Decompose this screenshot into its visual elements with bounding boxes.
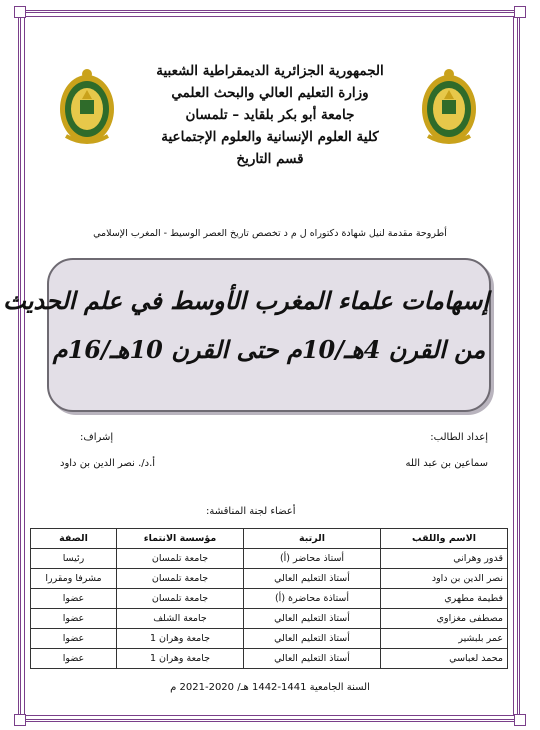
member-role: عضوا xyxy=(31,609,117,629)
frame-corner xyxy=(514,714,526,726)
university-emblem-icon xyxy=(56,66,118,148)
member-rank: أستاذة محاضرة (أ) xyxy=(244,589,381,609)
student-name: سماعين بن عبد الله xyxy=(405,458,488,469)
member-role: رئيسا xyxy=(31,549,117,569)
member-role: عضوا xyxy=(31,629,117,649)
supervisor-label: إشراف: xyxy=(80,432,114,443)
table-row xyxy=(31,549,508,569)
member-institution: جامعة الشلف xyxy=(117,609,244,629)
member-rank: أستاذ التعليم العالي xyxy=(244,649,381,669)
member-institution: جامعة وهران 1 xyxy=(117,649,244,669)
member-institution: جامعة تلمسان xyxy=(117,589,244,609)
university-emblem-icon xyxy=(418,66,480,148)
thesis-subtitle: أطروحة مقدمة لنيل شهادة دكتوراه ل م د تخصص تاريخ العصر الوسيط - المغرب الإسلامي xyxy=(93,228,447,239)
frame-corner xyxy=(14,714,26,726)
table-row xyxy=(31,629,508,649)
member-institution: جامعة وهران 1 xyxy=(117,629,244,649)
member-role: مشرفا ومقررا xyxy=(31,569,117,589)
institution-header xyxy=(130,60,410,170)
frame-corner xyxy=(14,6,26,18)
supervisor-name: أ.د/. نصر الدين بن داود xyxy=(60,458,156,469)
thesis-title-line: إسهامات علماء المغرب الأوسط في علم الحديث xyxy=(3,286,489,315)
column-header: مؤسسة الانتماء xyxy=(117,529,244,549)
member-institution: جامعة تلمسان xyxy=(117,549,244,569)
member-name: نصر الدين بن داود xyxy=(381,569,508,589)
thesis-title-box xyxy=(3,258,491,412)
header-line: كلية العلوم الإنسانية والعلوم الإجتماعية xyxy=(161,129,379,145)
table-header-row xyxy=(31,529,508,549)
frame-corner xyxy=(514,6,526,18)
member-role: عضوا xyxy=(31,649,117,669)
member-rank: أستاذ التعليم العالي xyxy=(244,569,381,589)
member-name: فطيمة مطهري xyxy=(381,589,508,609)
column-header: الرتبة xyxy=(244,529,381,549)
member-name: قدور وهراني xyxy=(381,549,508,569)
member-name: محمد لعباسي xyxy=(381,649,508,669)
member-rank: أستاذ محاضر (أ) xyxy=(244,549,381,569)
member-rank: أستاذ التعليم العالي xyxy=(244,629,381,649)
academic-year: السنة الجامعية 1441-1442 هـ/ 2020-2021 م xyxy=(170,682,370,693)
thesis-title-line: من القرن 4هـ/10م حتى القرن 10هـ/16م xyxy=(52,335,486,364)
member-name: عمر بلبشير xyxy=(381,629,508,649)
table-row xyxy=(31,569,508,589)
committee-caption: أعضاء لجنة المناقشة: xyxy=(206,506,296,517)
table-row xyxy=(31,649,508,669)
header-line: قسم التاريخ xyxy=(236,151,304,167)
column-header: الاسم واللقب xyxy=(381,529,508,549)
header-line: جامعة أبو بكر بلقايد – تلمسان xyxy=(185,107,355,123)
member-name: مصطفى مغزاوي xyxy=(381,609,508,629)
member-rank: أستاذ التعليم العالي xyxy=(244,609,381,629)
table-row xyxy=(31,589,508,609)
header-line: وزارة التعليم العالي والبحث العلمي xyxy=(171,85,369,101)
student-label: إعداد الطالب: xyxy=(430,432,488,443)
committee-table xyxy=(30,528,508,669)
table-row xyxy=(31,609,508,629)
member-role: عضوا xyxy=(31,589,117,609)
header-line: الجمهورية الجزائرية الديمقراطية الشعبية xyxy=(156,63,384,79)
member-institution: جامعة تلمسان xyxy=(117,569,244,589)
column-header: الصفة xyxy=(31,529,117,549)
